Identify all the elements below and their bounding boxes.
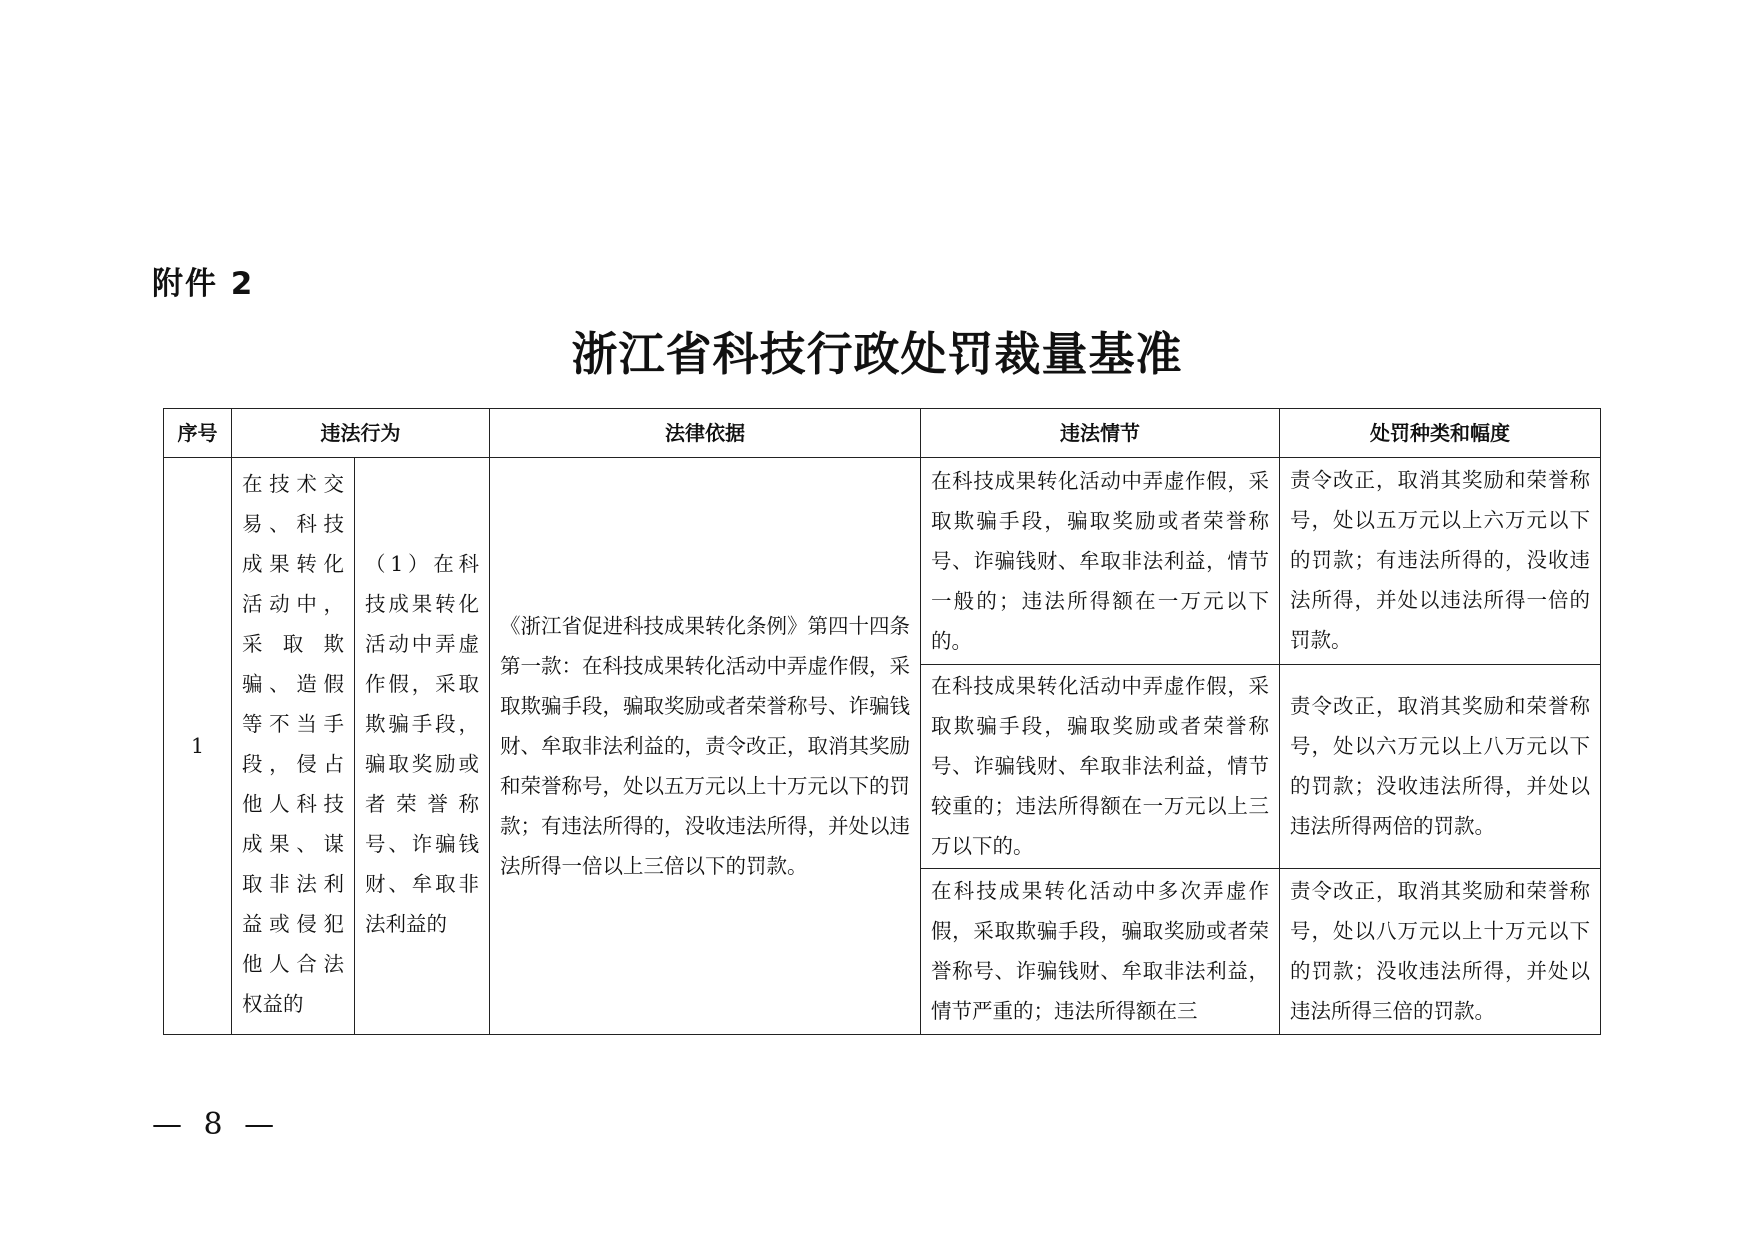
circumstance-general: 在科技成果转化活动中弄虚作假，采取欺骗手段，骗取奖励或者荣誉称号、诈骗钱财、牟取非法利益，情节一般的；违法所得额在一万元以下的。	[921, 458, 1280, 665]
penalty-severe: 责令改正，取消其奖励和荣誉称号，处以八万元以上十万元以下的罚款；没收违法所得，并处以违法所得三倍的罚款。	[1280, 869, 1601, 1035]
circumstance-serious: 在科技成果转化活动中弄虚作假，采取欺骗手段，骗取奖励或者荣誉称号、诈骗钱财、牟取非法利益，情节较重的；违法所得额在一万元以上三万以下的。	[921, 664, 1280, 869]
violation-act: 在技术交易、科技成果转化活动中，采取欺骗、造假等不当手段，侵占他人科技成果、谋取非法利益或侵犯他人合法权益的	[232, 458, 355, 1035]
document-title: 浙江省科技行政处罚裁量基准	[571, 327, 1183, 381]
header-penalty: 处罚种类和幅度	[1280, 409, 1601, 458]
header-plot: 违法情节	[921, 409, 1280, 458]
penalty-standard-table	[163, 408, 1601, 1035]
header-law: 法律依据	[490, 409, 921, 458]
circumstance-severe: 在科技成果转化活动中多次弄虚作假，采取欺骗手段，骗取奖励或者荣誉称号、诈骗钱财、牟取非法利益，情节严重的；违法所得额在三	[921, 869, 1280, 1035]
header-no: 序号	[164, 409, 232, 458]
penalty-serious: 责令改正，取消其奖励和荣誉称号，处以六万元以上八万元以下的罚款；没收违法所得，并处以违法所得两倍的罚款。	[1280, 664, 1601, 869]
legal-basis: 《浙江省促进科技成果转化条例》第四十四条第一款：在科技成果转化活动中弄虚作假，采取欺骗手段，骗取奖励或者荣誉称号、诈骗钱财、牟取非法利益的，责令改正，取消其奖励和荣誉称号，处以五万元以上十万元以下的罚款；有违法所得的，没收违法所得，并处以违法所得一倍以上三倍以下的罚款。	[490, 458, 921, 1035]
attachment-label: 附件 2	[152, 266, 255, 302]
table-header-row	[164, 409, 1601, 458]
table-row	[164, 458, 1601, 665]
header-act: 违法行为	[232, 409, 490, 458]
violation-sub-act: （1）在科技成果转化活动中弄虚作假，采取欺骗手段，骗取奖励或者荣誉称号、诈骗钱财、牟取非法利益的	[355, 458, 490, 1035]
penalty-general: 责令改正，取消其奖励和荣誉称号，处以五万元以上六万元以下的罚款；有违法所得的，没收违法所得，并处以违法所得一倍的罚款。	[1280, 458, 1601, 665]
page-number: — 8 —	[152, 1107, 281, 1142]
row-number: 1	[164, 458, 232, 1035]
